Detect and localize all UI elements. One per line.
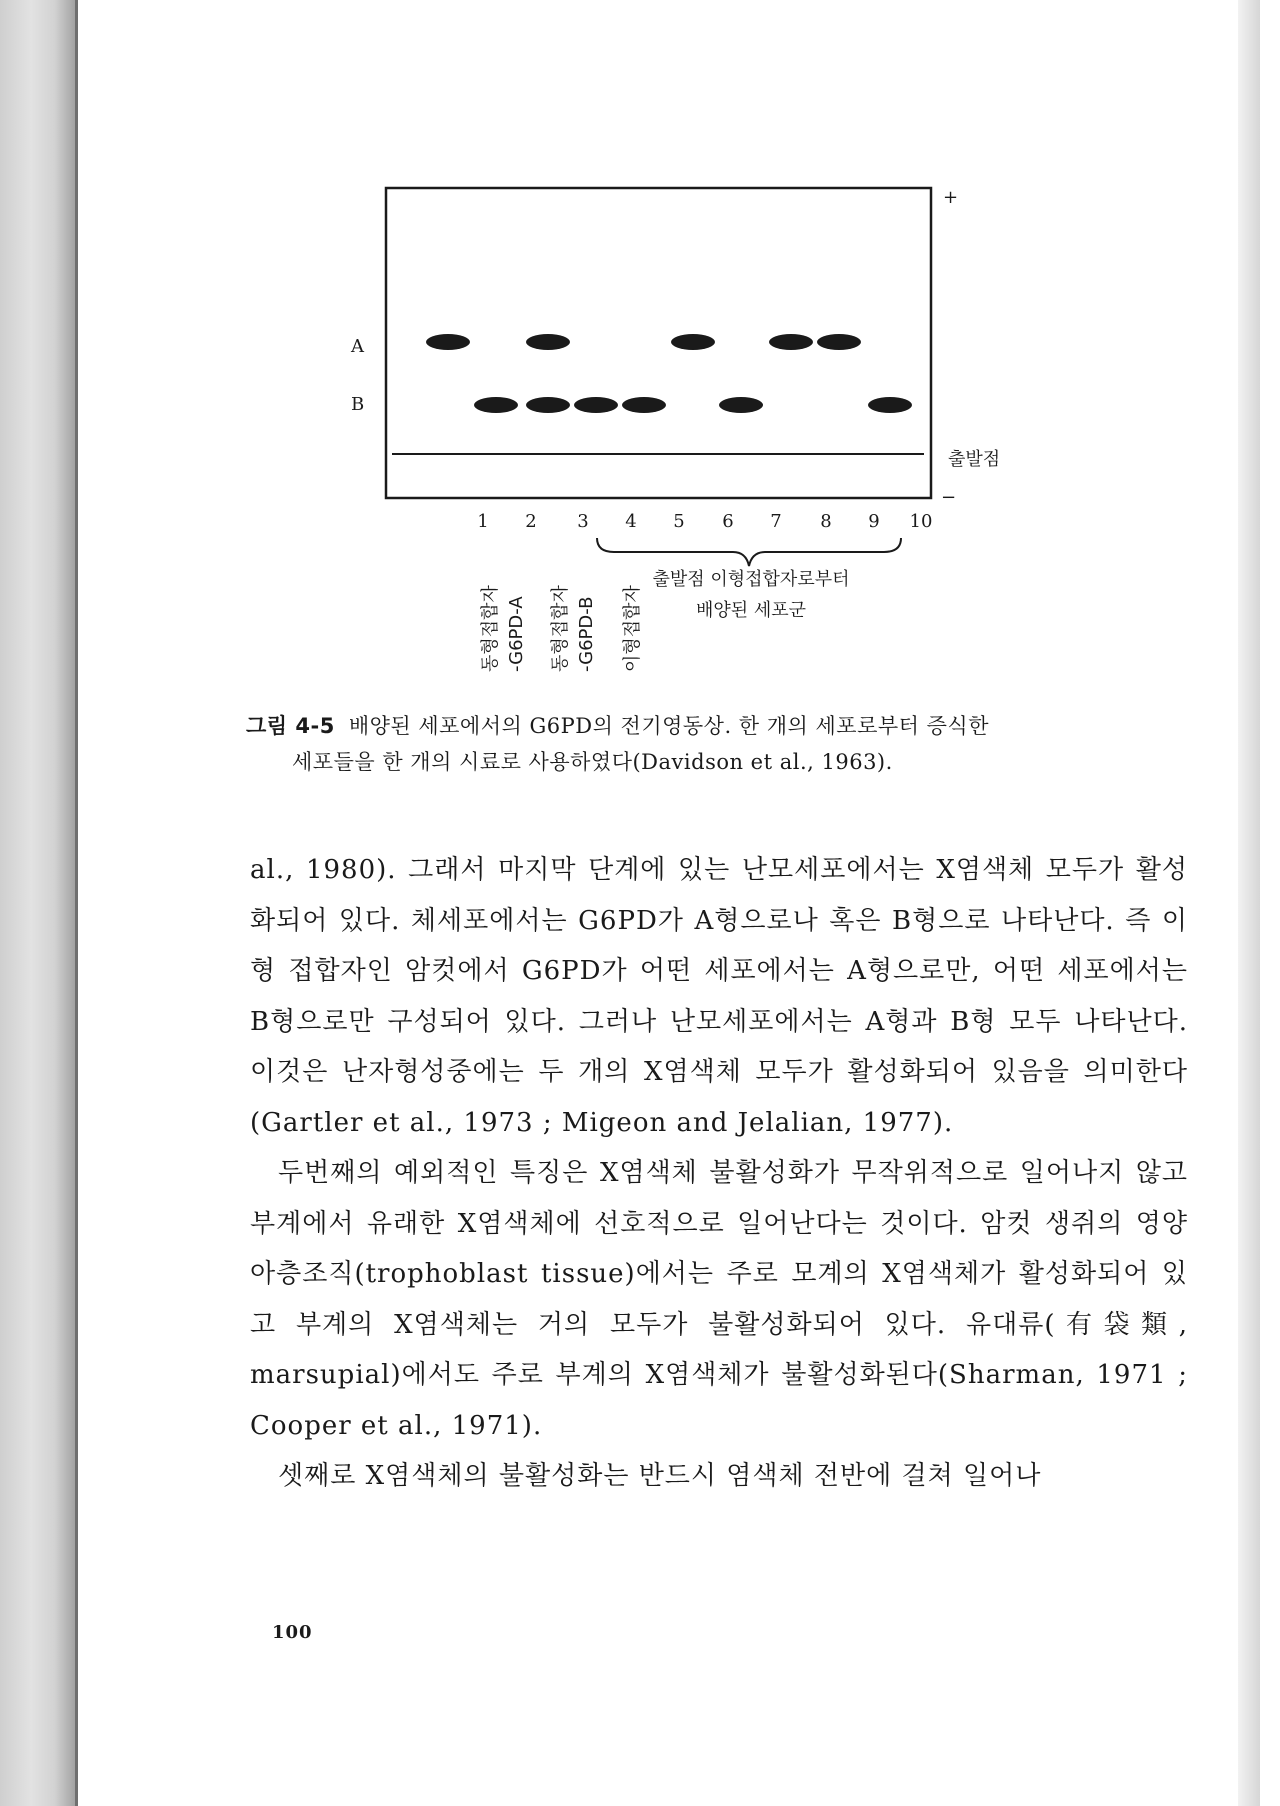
band-a-lane-3 <box>526 334 570 350</box>
caption-label: 그림 4-5 <box>246 714 335 738</box>
bands-layer <box>426 334 912 413</box>
lane-number: 10 <box>909 511 933 532</box>
polarity-plus: + <box>943 187 959 208</box>
lane-number: 7 <box>770 511 782 532</box>
body-text <box>250 845 1188 1502</box>
caption-line2: 세포들을 한 개의 시료로 사용하였다(Davidson et al., 1963). <box>292 750 893 774</box>
group-label-2: -G6PD-B <box>576 596 597 672</box>
page-number: 100 <box>272 1622 313 1643</box>
lane-group-bracket <box>597 538 901 566</box>
electrophoresis-gel <box>78 0 1260 700</box>
paragraph: al., 1980). 그래서 마지막 단계에 있는 난모세포에서는 X염색체 모두가 활성화되어 있다. 체세포에서는 G6PD가 A형으로나 혹은 B형으로 나타난다. 즉 이형 접합자인 암컷에서 G6PD가 어떤 세포에서는 A형으로만, 어떤 세포에서는 B형으로만 구성되어 있다. 그러나 난모세포에서는 A형과 B형 모두 나타난다. 이것은 난자형성중에는 두 개의 X염색체 모두가 활성화되어 있음을 의미한다(Gartler et al., 1973 ; Migeon and Jelalian, 1977). <box>250 855 1188 1138</box>
page-edge <box>1238 0 1260 1806</box>
band-b-lane-2 <box>474 397 518 413</box>
lane-number: 4 <box>625 511 637 532</box>
band-b-lane-10 <box>868 397 912 413</box>
group-label-1: -G6PD-A <box>506 596 527 672</box>
band-b-lane-5 <box>622 397 666 413</box>
book-page <box>78 0 1260 1806</box>
band-b-lane-3 <box>526 397 570 413</box>
lane-number: 5 <box>673 511 685 532</box>
lane-number: 1 <box>477 511 489 532</box>
row-label-b: B <box>351 394 365 415</box>
group-labels-layer <box>479 584 643 672</box>
lane-numbers-layer <box>477 511 932 532</box>
origin-label: 출발점 <box>948 449 1001 470</box>
band-a-lane-6 <box>671 334 715 350</box>
band-b-lane-4 <box>574 397 618 413</box>
group-label-2: 동형접합자 <box>550 585 571 672</box>
lane-number: 8 <box>820 511 832 532</box>
caption-line1: 배양된 세포에서의 G6PD의 전기영동상. 한 개의 세포로부터 증식한 <box>348 714 989 738</box>
bracket-label-line1: 출발점 이형접합자로부터 <box>652 569 850 590</box>
figure-caption <box>246 708 1206 780</box>
lane-number: 3 <box>577 511 589 532</box>
group-label-3: 이형접합자 <box>622 585 643 672</box>
band-b-lane-7 <box>719 397 763 413</box>
paragraph: 두번째의 예외적인 특징은 X염색체 불활성화가 무작위적으로 일어나지 않고 부계에서 유래한 X염색체에 선호적으로 일어난다는 것이다. 암컷 생쥐의 영양아층조직(trophoblast tissue)에서는 주로 모계의 X염색체가 활성화되어 있고 부계의 X염색체는 거의 모두가 불활성화되어 있다. 유대류(有袋類, marsupial)에서도 주로 부계의 X염색체가 불활성화된다(Sharman, 1971 ; Cooper et al., 1971). <box>250 1158 1188 1441</box>
band-a-lane-8 <box>769 334 813 350</box>
polarity-minus: − <box>941 487 957 508</box>
lane-number: 6 <box>722 511 734 532</box>
group-label-1: 동형접합자 <box>480 585 501 672</box>
lane-number: 2 <box>525 511 537 532</box>
book-spine <box>0 0 78 1806</box>
row-label-a: A <box>351 336 364 357</box>
paragraph: 셋째로 X염색체의 불활성화는 반드시 염색체 전반에 걸쳐 일어나 <box>278 1461 1042 1491</box>
figure-4-5 <box>78 0 1260 800</box>
band-a-lane-9 <box>817 334 861 350</box>
lane-number: 9 <box>868 511 880 532</box>
band-a-lane-1 <box>426 334 470 350</box>
bracket-label-line2: 배양된 세포군 <box>695 600 807 621</box>
